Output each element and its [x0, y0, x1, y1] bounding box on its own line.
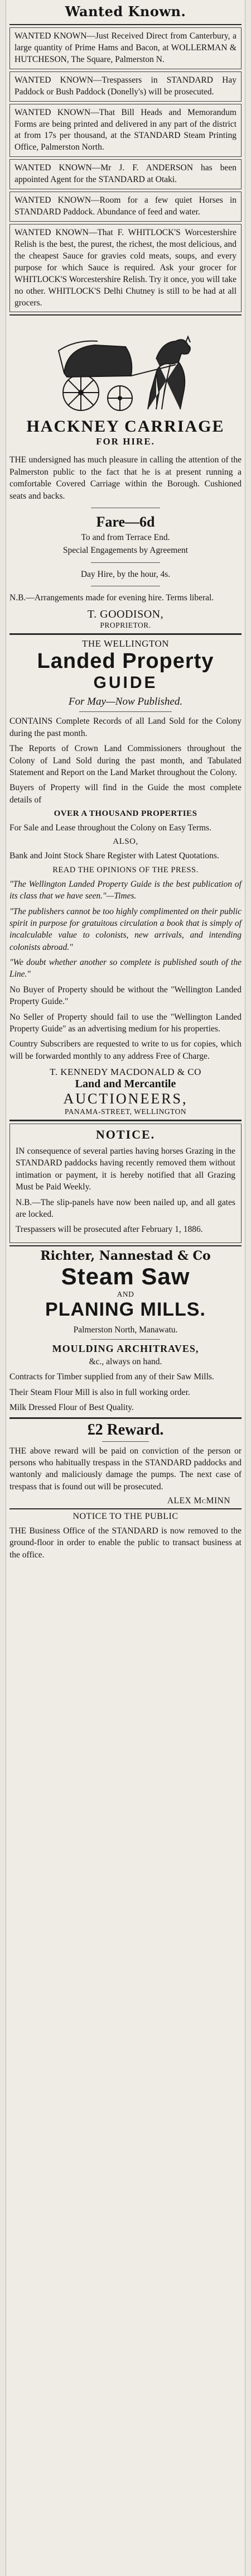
notice-body: IN consequence of several parties having horses Grazing in the STANDARD paddocks having recently removed them without intimation or payment, it is hereby notified that all Grazing Must be Paid Weekly.	[16, 1146, 235, 1192]
divider	[9, 1508, 242, 1509]
hackney-nb: N.B.—Arrangements made for evening hire. Terms liberal.	[9, 593, 214, 603]
landed-p3: Buyers of Property will find in the Guide the most complete details of	[9, 783, 242, 805]
special-engagements: Special Engagements by Agreement	[62, 546, 189, 556]
steam-mills: PLANING MILLS.	[45, 1298, 206, 1320]
fare-from: To and from Terrace End.	[81, 532, 170, 542]
ad-text: WANTED KNOWN—That Bill Heads and Memorandum Forms are being printed and delivered in any part of the district at from 17s per thousand, at the STANDARD Steam Printing Office, Palmerston North.	[15, 107, 236, 152]
landed-press: READ THE OPINIONS OF THE PRESS.	[52, 865, 199, 874]
landed-p9: Country Subscribers are requested to write to us for copies, which will be forwarded monthly to any address Free of Charge.	[9, 1039, 242, 1061]
divider	[91, 562, 161, 563]
reward-title: £2 Reward.	[87, 1421, 164, 1438]
steam-flour: Their Steam Flour Mill is also in full working order.	[9, 1387, 190, 1397]
grazing-notice	[9, 1124, 242, 1243]
landed-p5: For Sale and Lease throughout the Colony on Easy Terms.	[9, 823, 211, 833]
wanted-ad-4	[9, 159, 242, 189]
divider	[102, 1441, 148, 1442]
hackney-title: HACKNEY CARRIAGE	[26, 417, 225, 436]
steam-loc: Palmerston North, Manawatu.	[73, 1325, 178, 1335]
landed-firm3: AUCTIONEERS,	[63, 1091, 188, 1107]
hackney-subtitle: FOR HIRE.	[96, 436, 155, 447]
divider	[9, 1417, 242, 1419]
notice-title: NOTICE.	[95, 1127, 156, 1142]
wanted-ad-1	[9, 27, 242, 69]
landed-q2: "The publishers cannot be too highly complimented on their public spirit in purpose for gratuitous circulation a book that is simply of incalculable value to colonists, new arrivals, and intending colonists abroad."	[9, 906, 242, 952]
fare: Fare—6d	[96, 513, 155, 530]
divider	[9, 1245, 242, 1246]
steam-title: Steam Saw	[61, 1263, 190, 1289]
divider	[9, 1120, 242, 1121]
landed-sub: For May—Now Published.	[68, 696, 183, 708]
reward-signature: ALEX McMINN	[167, 1496, 230, 1506]
wanted-ad-3	[9, 104, 242, 157]
public-body: THE Business Office of the STANDARD is now removed to the ground-floor in order to enable the public to transact business at the office.	[9, 1526, 242, 1560]
landed-guide: GUIDE	[93, 673, 158, 692]
landed-p1: CONTAINS Complete Records of all Land Sold for the Colony during the past month.	[9, 716, 242, 738]
landed-also: ALSO,	[113, 837, 138, 847]
divider	[9, 633, 242, 635]
landed-q1: "The Wellington Landed Property Guide is the best publication of its class that we have seen."—Times.	[9, 879, 242, 901]
landed-p7: No Buyer of Property should be without the "Wellington Landed Property Guide."	[9, 984, 242, 1007]
ad-text: WANTED KNOWN—Room for a few quiet Horses in STANDARD Paddock. Abundance of feed and water.	[15, 195, 236, 217]
steam-moulding: MOULDING ARCHITRAVES,	[52, 1343, 199, 1355]
divider	[9, 24, 242, 25]
steam-etc: &c., always on hand.	[89, 1357, 162, 1367]
landed-p6: Bank and Joint Stock Share Register with Latest Quotations.	[9, 851, 219, 861]
wanted-ad-6	[9, 224, 242, 312]
ad-text: WANTED KNOWN—That F. WHITLOCK'S Worcestershire Relish is the best, the purest, the richest, the most delicious, and the cheapest Sauce for gravies cold meats, soups, and every purpose for which Sauce is required. Ask your grocer for WHITLOCK'S Worcestershire Relish. Try it once, you will take no other. WHITLOCK'S Delhi Chutney is still to be had at all grocers.	[15, 227, 236, 308]
steam-firm: Richter, Nannestad & Co	[40, 1248, 211, 1263]
landed-q3: "We doubt whether another so complete is published south of the Line."	[9, 958, 242, 979]
divider	[9, 314, 242, 316]
landed-addr: PANAMA-STREET, WELLINGTON	[64, 1107, 187, 1116]
divider	[91, 1339, 161, 1340]
proprietor-role: PROPRIETOR.	[100, 621, 151, 630]
reward-body: THE above reward will be paid on conviction of the person or persons who habitually trespass in the STANDARD paddocks and wantonly and maliciously damage the pumps. The next case of trespass that is found out will be prosecuted.	[9, 1446, 242, 1492]
public-title: NOTICE TO THE PUBLIC	[73, 1512, 178, 1522]
wanted-ad-5	[9, 192, 242, 222]
landed-p2: The Reports of Crown Land Commissioners throughout the Colony of Land Sold during the past month, and Tabulated Statement and Report on the Land Market throughout the Colony.	[9, 744, 242, 777]
steam-and: AND	[117, 1289, 134, 1298]
steam-dressed: Milk Dressed Flour of Best Quality.	[9, 1403, 134, 1413]
proprietor-name: T. GOODISON,	[87, 608, 164, 621]
hackney-body: THE undersigned has much pleasure in calling the attention of the Palmerston public to the fact that he is at present running a comfortable Covered Carriage within the Borough. Cushioned seats and backs.	[9, 455, 242, 501]
landed-firm: T. KENNEDY MACDONALD & CO	[50, 1067, 201, 1078]
ad-text: WANTED KNOWN—Trespassers in STANDARD Hay Paddock or Bush Paddock (Donelly's) will be prosecuted.	[15, 75, 236, 97]
ad-text: WANTED KNOWN—Mr J. F. ANDERSON has been appointed Agent for the STANDARD at Otaki.	[15, 163, 236, 185]
day-hire: Day Hire, by the hour, 4s.	[80, 569, 171, 579]
landed-p4: OVER A THOUSAND PROPERTIES	[54, 809, 197, 819]
divider	[79, 711, 172, 712]
ad-text: WANTED KNOWN—Just Received Direct from Canterbury, a large quantity of Prime Hams and Bacon, at WOLLERMAN & HUTCHESON, The Square, Palmerston N.	[15, 31, 236, 64]
wanted-ad-2	[9, 71, 242, 102]
carriage-illustration	[42, 320, 209, 415]
steam-contracts: Contracts for Timber supplied from any of their Saw Mills.	[9, 1372, 214, 1382]
newspaper-column	[6, 0, 245, 2576]
section-title: Wanted Known.	[65, 3, 186, 20]
notice-nb: N.B.—The slip-panels have now been nailed up, and all gates are locked.	[16, 1197, 235, 1219]
landed-title: Landed Property	[37, 649, 214, 673]
landed-the-wellington: THE WELLINGTON	[81, 638, 170, 649]
landed-firm2: Land and Mercantile	[75, 1078, 176, 1091]
landed-p8: No Seller of Property should fail to use the "Wellington Landed Property Guide" as an advertising medium for his properties.	[9, 1012, 242, 1034]
notice-trespass: Trespassers will be prosecuted after February 1, 1886.	[16, 1225, 203, 1235]
